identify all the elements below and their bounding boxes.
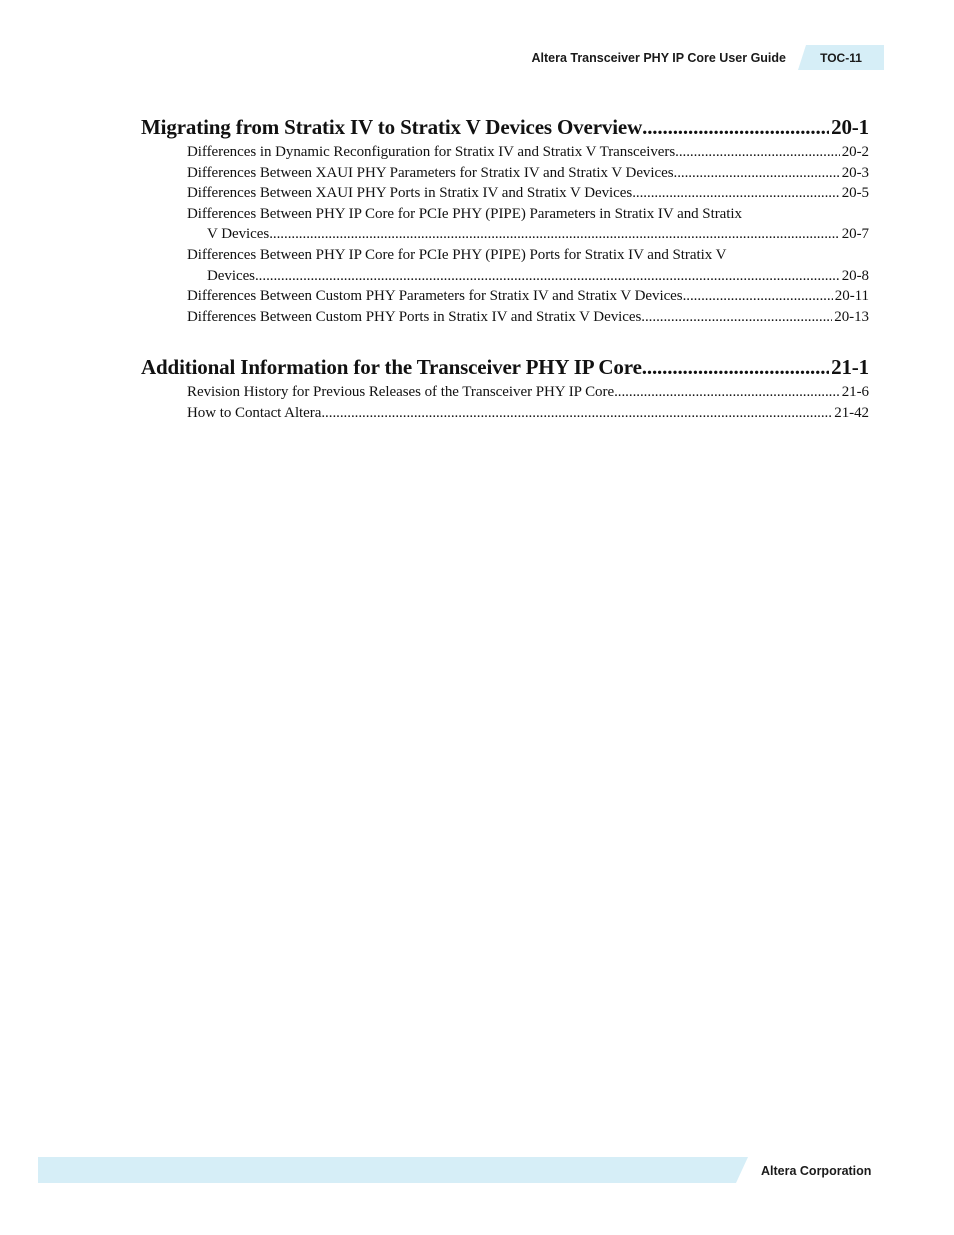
dot-leader [269,224,840,245]
toc-entry-title: How to Contact Altera [187,404,322,421]
toc-page-number: 21-1 [831,355,869,380]
toc-entry-title-continued: Devices [207,267,255,284]
toc-page-number: 21-6 [841,384,869,401]
toc-entry-title: Differences Between XAUI PHY Ports in Stratix IV and Stratix V Devices [187,185,633,202]
toc-entry[interactable] [141,183,869,204]
footer-company-name: Altera Corporation [761,1164,872,1178]
table-of-contents [141,112,869,424]
toc-entry[interactable] [141,163,869,184]
toc-entry-title: Differences Between Custom PHY Parameters for Stratix IV and Stratix V Devices [187,288,683,305]
toc-entry[interactable] [141,286,869,307]
dot-leader [642,352,829,382]
toc-page-number: 20-13 [834,308,869,325]
toc-entry[interactable] [141,382,869,403]
toc-page-number: 20-5 [841,185,869,202]
toc-entry-title: Differences Between XAUI PHY Parameters for Stratix IV and Stratix V Devices [187,164,674,181]
dot-leader [255,266,840,287]
footer-band [38,1157,748,1183]
toc-page-number: 20-7 [841,226,869,243]
toc-section-title: Migrating from Stratix IV to Stratix V Devices Overview [141,115,643,139]
dot-leader [675,142,840,163]
toc-entry[interactable] [141,142,869,163]
toc-entry-title: Differences Between Custom PHY Ports in Stratix IV and Stratix V Devices [187,308,642,325]
dot-leader [632,183,840,204]
toc-page-number: 20-8 [841,267,869,284]
dot-leader [614,382,840,403]
toc-page-number: 20-11 [834,288,869,305]
toc-entry-title: Revision History for Previous Releases of the Transceiver PHY IP Core [187,384,615,401]
toc-entry[interactable] [141,307,869,328]
toc-entry-title: Differences in Dynamic Reconfiguration for Stratix IV and Stratix V Transceivers [187,144,676,160]
toc-entry[interactable] [141,204,869,245]
toc-section-heading[interactable] [141,352,869,382]
dot-leader [683,286,833,307]
toc-page-number: 21-42 [834,404,869,421]
toc-entry[interactable] [141,403,869,424]
toc-entry[interactable] [141,245,869,286]
toc-section [141,112,869,327]
toc-entry-title: Differences Between PHY IP Core for PCIe PHY (PIPE) Parameters in Stratix IV and Stratix [187,205,742,222]
dot-leader [641,307,832,328]
toc-page-number: 20-2 [841,144,869,160]
toc-section-heading[interactable] [141,112,869,142]
toc-page-number: 20-3 [841,164,869,181]
header-guide-title: Altera Transceiver PHY IP Core User Guide [531,51,786,65]
dot-leader [642,112,829,142]
toc-section [141,352,869,423]
dot-leader [674,163,840,184]
toc-page-number: 20-1 [831,115,869,139]
header-page-label: TOC-11 [820,51,862,65]
toc-entry-title: Differences Between PHY IP Core for PCIe PHY (PIPE) Ports for Stratix IV and Stratix V [187,246,727,263]
toc-entry-list [141,382,869,423]
header-page-tab [798,45,884,70]
dot-leader [321,403,832,424]
toc-entry-list [141,142,869,327]
toc-entry-title-continued: V Devices [207,226,270,243]
toc-section-title: Additional Information for the Transceiver PHY IP Core [141,355,642,380]
